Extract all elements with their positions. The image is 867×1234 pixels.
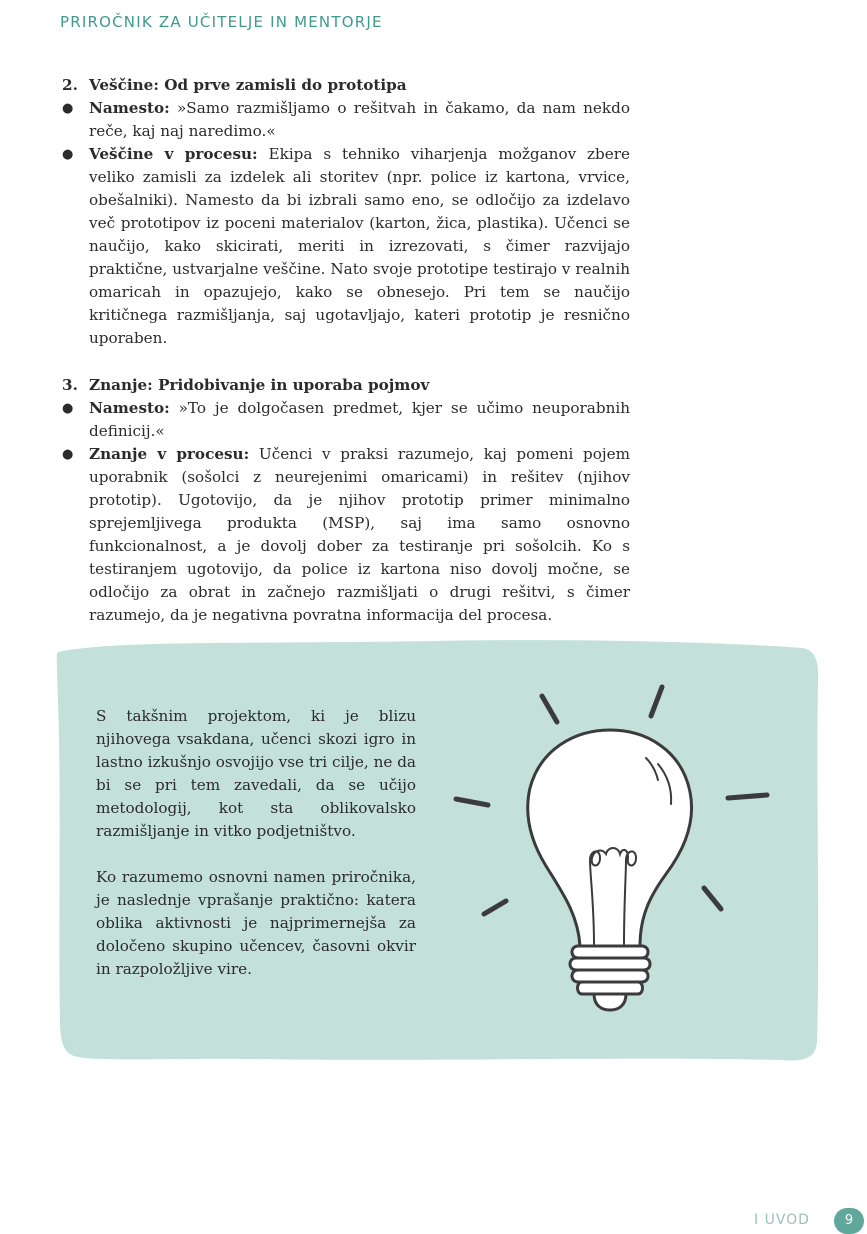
bullet-lead: Namesto: xyxy=(89,399,170,417)
bullet-lead: Namesto: xyxy=(89,99,170,117)
callout-paragraph-2: Ko razumemo osnovni namen priročnika, je naslednje vprašanje praktično: katera oblika aktivnosti je najprimernejša za določeno skupino učencev, časovni okvir in razpoložljive vire. xyxy=(96,868,416,978)
bullet-icon: ● xyxy=(62,101,74,116)
callout-paragraph-1: S takšnim projektom, ki je blizu njihovega vsakdana, učenci skozi igro in lastno izkušnjo osvojijo vse tri cilje, ne da bi se pri tem zavedali, da se učijo metodologij, kot sta oblikovalsko razmišljanje in vitko podjetništvo. xyxy=(96,707,416,840)
callout-text xyxy=(96,705,416,1004)
bullet-text: »Samo razmišljamo o rešitvah in čakamo, da nam nekdo reče, kaj naj naredimo.« xyxy=(89,99,630,140)
section-2-title: Veščine: Od prve zamisli do prototipa xyxy=(89,76,407,94)
section-2-heading xyxy=(62,74,630,97)
list-item xyxy=(62,443,630,627)
running-header: PRIROČNIK ZA UČITELJE IN MENTORJE xyxy=(60,13,383,31)
section-2-number: 2. xyxy=(62,76,78,94)
section-3-heading xyxy=(62,374,630,397)
main-content xyxy=(62,74,630,627)
footer-section-label: I UVOD xyxy=(754,1212,810,1228)
bullet-text: Učenci v praksi razumejo, kaj pomeni pojem uporabnik (sošolci z neurejenimi omaricami) in rešitev (njihov prototip). Ugotovijo, da je njihov prototip primer minimalno sprejemljivega produkta (MSP), saj ima samo osnovno funkcionalnost, a je dovolj dober za testiranje pri sošolcih. Ko s testiranjem ugotovijo, da police iz kartona niso dovolj močne, se odločijo za obrat in začnejo razmišljati o drugi rešitvi, s čimer razumejo, da je negativna povratna informacija del procesa. xyxy=(89,445,630,624)
bullet-icon: ● xyxy=(62,447,74,462)
list-item xyxy=(62,397,630,443)
bullet-icon: ● xyxy=(62,401,74,416)
page-number-badge: 9 xyxy=(834,1208,864,1234)
list-item xyxy=(62,143,630,350)
lightbulb-icon xyxy=(444,654,784,1034)
callout-box xyxy=(54,634,820,1064)
section-3-title: Znanje: Pridobivanje in uporaba pojmov xyxy=(89,376,430,394)
bullet-icon: ● xyxy=(62,147,74,162)
bullet-text: »To je dolgočasen predmet, kjer se učimo neuporabnih definicij.« xyxy=(89,399,630,440)
list-item xyxy=(62,97,630,143)
bullet-lead: Veščine v procesu: xyxy=(89,145,258,163)
section-3-number: 3. xyxy=(62,376,78,394)
bullet-lead: Znanje v procesu: xyxy=(89,445,250,463)
bullet-text: Ekipa s tehniko viharjenja možganov zbere veliko zamisli za izdelek ali storitev (npr. police iz kartona, vrvice, obešalniki). Namesto da bi izbrali samo eno, se odločijo za izdelavo več prototipov iz poceni materialov (karton, žica, plastika). Učenci se naučijo, kako skicirati, meriti in izrezovati, s čimer razvijajo praktične, ustvarjalne veščine. Nato svoje prototipe testirajo v realnih omaricah in opazujejo, kako se obnesejo. Pri tem se naučijo kritičnega razmišljanja, saj ugotavljajo, kateri prototip je resnično uporaben. xyxy=(89,145,630,347)
